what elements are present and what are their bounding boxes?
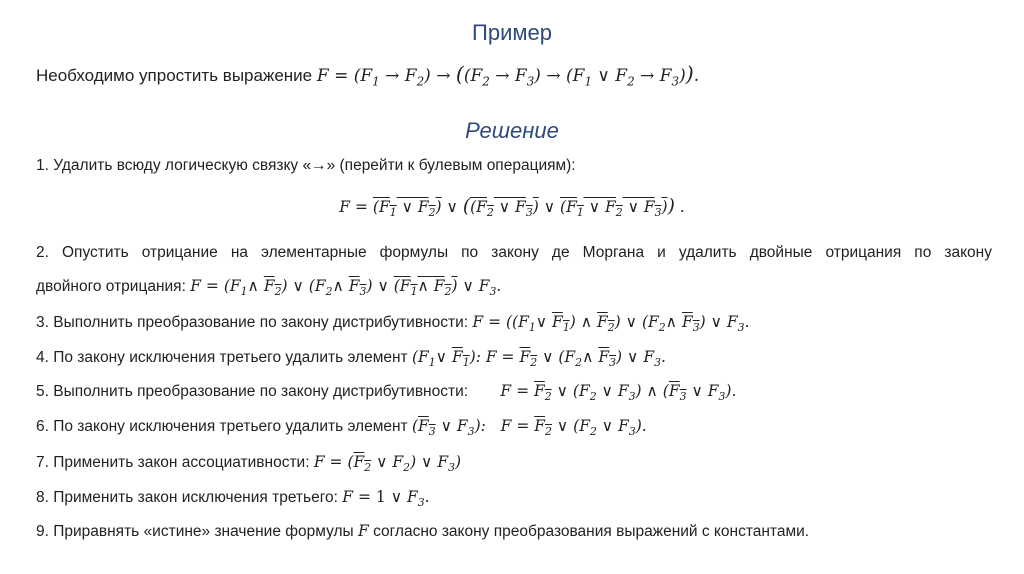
step-8-text: 8. Применить закон исключения третьего:: [36, 489, 338, 506]
step-9-text2: согласно закону преобразования выражений с константами.: [373, 523, 810, 540]
step-2-line2: [36, 276, 501, 302]
step-2-formula: $F = (F_1\wedge$ $F_2$) ∨ ($F_2\wedge$ $F_3$) ∨ ($F_1\wedge$ $F_2$) ∨ $F_3$.: [190, 277, 502, 299]
problem-text: Необходимо упростить выражение: [36, 66, 313, 85]
step-4-formula: ($F_1\vee$ $F_1$): $F = F_2$ ∨ ($F_2\wedge$ $F_3$) ∨ $F_3$.: [411, 348, 666, 370]
step-4: [36, 347, 666, 373]
step-7-formula: $F = (F_2$ ∨ $F_2$) ∨ $F_3$): [313, 453, 462, 475]
problem-statement: [36, 64, 699, 91]
step-6-formula: ($F_3$ ∨ $F_3$): $F = F_2$ ∨ ($F_2$ ∨ $F_3$).: [411, 417, 647, 439]
problem-formula: $F = (F_1 \to F_2) \to ((F_2 \to F_3) \to (F_1$ ∨ $F_2 \to F_3$)).: [316, 62, 700, 89]
step-2-line1: 2. Опустить отрицание на элементарные формулы по закону де Моргана и удалить двойные отрицания по закону: [36, 244, 992, 261]
step-3: [36, 312, 750, 338]
step-9: [36, 521, 809, 542]
step-4-text: 4. По закону исключения третьего удалить элемент: [36, 349, 408, 366]
step-6: [36, 416, 647, 442]
step-7-text: 7. Применить закон ассоциативности:: [36, 454, 310, 471]
step-3-text: 3. Выполнить преобразование по закону дистрибутивности:: [36, 314, 469, 331]
step-5-text: 5. Выполнить преобразование по закону дистрибутивности:: [36, 383, 469, 400]
step-3-formula: $F = ((F_1\vee$ $F_1$) ∧ $F_2$) ∨ ($F_2\wedge$ $F_3$) ∨ $F_3$.: [472, 313, 750, 335]
step-5: [36, 381, 736, 407]
step-7: [36, 452, 461, 478]
step-1-formula: $F = (F_1$ ∨ $F_2$) ∨ (($F_2$ ∨ $F_3$) ∨ ($F_1$ ∨ $F_2$ ∨ $F_3$)) .: [339, 196, 685, 220]
step-8-formula: F = 1 ∨ $F_3$.: [342, 488, 430, 510]
step-2-text: двойного отрицания:: [36, 278, 186, 295]
slide-title: Пример: [472, 20, 552, 45]
step-5-formula: $F = F_2$ ∨ ($F_2$ ∨ $F_3$) ∧ ($F_3$ ∨ $F_3$).: [500, 382, 737, 404]
step-1: 1. Удалить всюду логическую связку «→» (перейти к булевым операциям):: [36, 157, 576, 174]
step-8: [36, 487, 430, 513]
step-6-text: 6. По закону исключения третьего удалить элемент: [36, 418, 408, 435]
step-9-var: F: [357, 522, 369, 540]
step-9-text: 9. Приравнять «истине» значение формулы: [36, 523, 354, 540]
solution-title: Решение: [465, 118, 559, 143]
